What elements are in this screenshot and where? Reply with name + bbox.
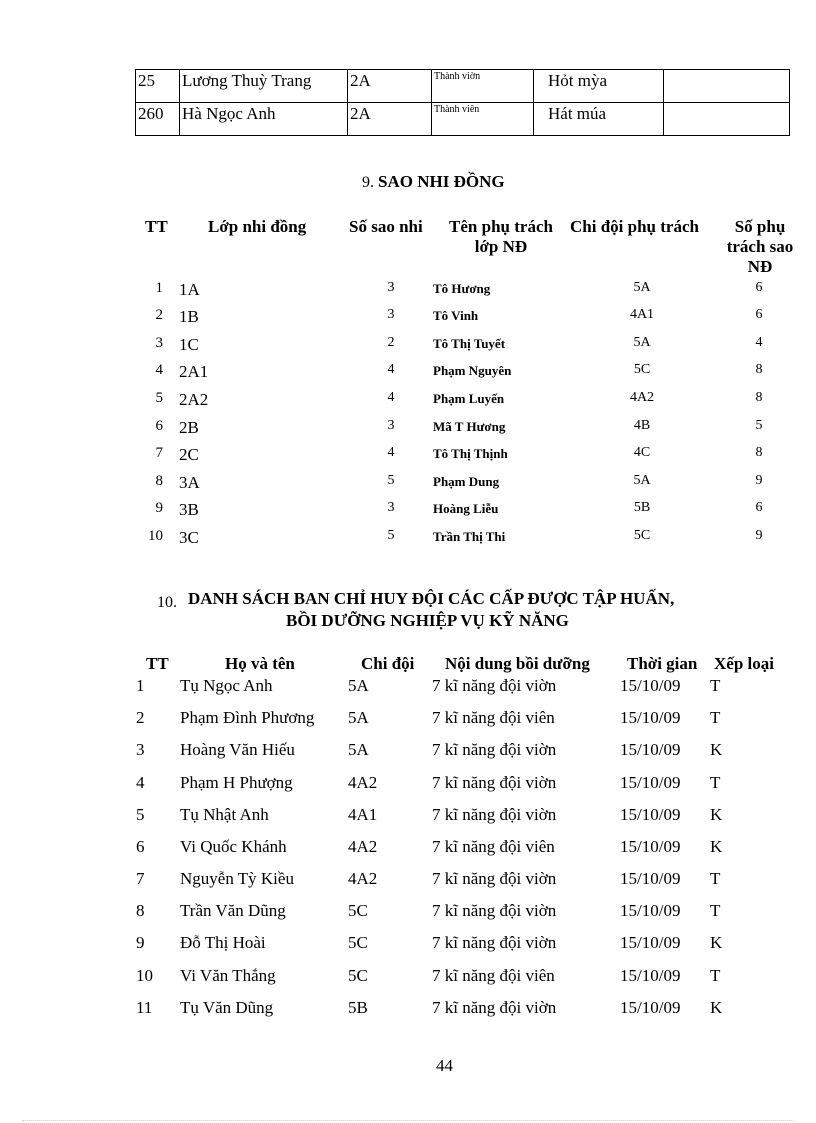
s10-chi: 5B xyxy=(348,998,368,1017)
s10-header-tg: Thời gian xyxy=(627,654,698,673)
s10-tg: 15/10/09 xyxy=(620,805,681,824)
s10-tg: 15/10/09 xyxy=(620,676,681,695)
s9-ten: Tô Vinh xyxy=(433,308,479,323)
s10-name: Phạm Đình Phương xyxy=(180,708,315,727)
section10-title-line2: BỒI DƯỠNG NGHIỆP VỤ KỸ NĂNG xyxy=(286,611,569,630)
s9-so: 4 xyxy=(387,362,395,377)
s10-nd: 7 kĩ năng đội viên xyxy=(432,708,555,727)
s9-chi: 4A1 xyxy=(629,307,655,322)
s9-ten: Phạm Dung xyxy=(433,474,500,489)
member-table xyxy=(135,69,790,136)
s9-so: 3 xyxy=(387,500,395,515)
cell-lop: 2A xyxy=(348,103,432,136)
s10-tg: 15/10/09 xyxy=(620,933,681,952)
s10-tt: 3 xyxy=(136,740,145,759)
cell-role: Thành viên xyxy=(432,103,534,136)
s10-tg: 15/10/09 xyxy=(620,740,681,759)
s9-chi: 5C xyxy=(633,528,651,543)
s10-chi: 5C xyxy=(348,901,368,920)
s9-sp: 6 xyxy=(755,307,763,322)
s10-xl: K xyxy=(710,837,723,856)
s10-tt: 4 xyxy=(136,773,145,792)
s9-sp: 6 xyxy=(755,500,763,515)
s9-header-so-sao: Số sao nhi xyxy=(349,217,423,236)
s9-tt: 8 xyxy=(155,473,163,489)
s10-nd: 7 kĩ năng đội viờn xyxy=(432,805,557,824)
page-bottom-divider xyxy=(22,1120,794,1121)
s10-tg: 15/10/09 xyxy=(620,998,681,1017)
s10-xl: T xyxy=(710,708,721,727)
s10-tt: 6 xyxy=(136,837,145,856)
s10-xl: K xyxy=(710,740,723,759)
s10-xl: K xyxy=(710,933,723,952)
s9-lop: 1A xyxy=(179,280,200,299)
s9-so: 5 xyxy=(387,473,395,488)
cell-extra xyxy=(664,70,790,103)
s10-tt: 8 xyxy=(136,901,145,920)
s9-ten: Phạm Luyến xyxy=(433,391,505,406)
s10-xl: K xyxy=(710,998,723,1017)
s9-header-chi-doi: Chi đội phụ trách xyxy=(570,217,699,236)
s9-lop: 1B xyxy=(179,307,199,326)
s10-tg: 15/10/09 xyxy=(620,708,681,727)
s10-chi: 4A2 xyxy=(348,837,378,856)
s10-tt: 1 xyxy=(136,676,145,695)
s10-chi: 4A2 xyxy=(348,869,378,888)
s10-xl: T xyxy=(710,773,721,792)
s10-header-nd: Nội dung bồi dưỡng xyxy=(445,654,590,673)
s10-chi: 5A xyxy=(348,676,369,695)
s10-header-name: Họ và tên xyxy=(225,654,295,673)
s9-header-ten-pt-line2: lớp NĐ xyxy=(474,237,528,256)
cell-name: Lương Thuỳ Trang xyxy=(180,70,348,103)
s10-chi: 4A1 xyxy=(348,805,378,824)
table-row xyxy=(136,103,790,136)
s10-chi: 4A2 xyxy=(348,773,378,792)
s9-header-ten-pt xyxy=(440,217,562,257)
s9-sp: 9 xyxy=(755,473,763,488)
s9-lop: 1C xyxy=(179,335,199,354)
s9-sp: 8 xyxy=(755,445,763,460)
cell-activity: Hát múa xyxy=(534,103,664,136)
s10-nd: 7 kĩ năng đội viờn xyxy=(432,676,557,695)
s9-header-so-pt-line1: Số phụ xyxy=(734,217,786,236)
s10-nd: 7 kĩ năng đội viờn xyxy=(432,773,557,792)
s10-name: Tụ Văn Dũng xyxy=(180,998,274,1017)
s10-header-xl: Xếp loại xyxy=(714,654,774,673)
s9-lop: 2A1 xyxy=(179,362,209,381)
s9-ten: Phạm Nguyên xyxy=(433,363,512,378)
section9-heading xyxy=(362,172,505,192)
s10-tt: 11 xyxy=(136,998,153,1017)
s9-so: 3 xyxy=(387,307,395,322)
cell-tt: 25 xyxy=(136,70,180,103)
section10-number xyxy=(157,594,177,612)
s9-sp: 9 xyxy=(755,528,763,543)
s9-tt: 9 xyxy=(155,500,163,516)
cell-activity: Hỏt mỳa xyxy=(534,70,664,103)
s10-name: Phạm H Phượng xyxy=(180,773,293,792)
s10-xl: K xyxy=(710,805,723,824)
s10-chi: 5C xyxy=(348,933,368,952)
s9-chi: 4A2 xyxy=(629,390,655,405)
s9-tt: 2 xyxy=(155,307,163,323)
cell-role: Thành viờn xyxy=(432,70,534,103)
s10-chi: 5A xyxy=(348,740,369,759)
s9-tt: 1 xyxy=(155,280,163,296)
s10-name: Nguyễn Tỳ Kiều xyxy=(180,869,294,888)
s9-sp: 8 xyxy=(755,362,763,377)
s9-lop: 3B xyxy=(179,500,199,519)
s9-tt: 5 xyxy=(155,390,163,406)
cell-lop: 2A xyxy=(348,70,432,103)
s9-so: 2 xyxy=(387,335,395,350)
s10-name: Tụ Nhật Anh xyxy=(180,805,269,824)
s9-sp: 6 xyxy=(755,280,763,295)
page-number: 44 xyxy=(436,1056,453,1075)
s9-chi: 5A xyxy=(633,335,651,350)
s10-xl: T xyxy=(710,676,721,695)
s9-chi: 4B xyxy=(633,418,651,433)
s10-xl: T xyxy=(710,966,721,985)
s9-lop: 3C xyxy=(179,528,199,547)
s9-header-so-pt-line3: NĐ xyxy=(747,257,773,276)
s10-tg: 15/10/09 xyxy=(620,869,681,888)
s10-name: Hoàng Văn Hiếu xyxy=(180,740,295,759)
s10-tt: 10 xyxy=(136,966,153,985)
s9-so: 5 xyxy=(387,528,395,543)
table-row xyxy=(136,70,790,103)
s10-tg: 15/10/09 xyxy=(620,837,681,856)
s9-so: 3 xyxy=(387,280,395,295)
s9-sp: 4 xyxy=(755,335,763,350)
s9-so: 4 xyxy=(387,445,395,460)
s10-name: Tụ Ngọc Anh xyxy=(180,676,273,695)
s9-lop: 3A xyxy=(179,473,200,492)
s9-lop: 2B xyxy=(179,418,199,437)
s9-chi: 4C xyxy=(633,445,651,460)
s10-xl: T xyxy=(710,901,721,920)
s9-so: 3 xyxy=(387,418,395,433)
s9-tt: 6 xyxy=(155,418,163,434)
s9-tt: 4 xyxy=(155,362,163,378)
s10-nd: 7 kĩ năng đội viên xyxy=(432,966,555,985)
s10-nd: 7 kĩ năng đội viờn xyxy=(432,901,557,920)
s10-tt: 9 xyxy=(136,933,145,952)
s9-tt: 3 xyxy=(155,335,163,351)
s9-ten: Tô Hương xyxy=(433,281,491,296)
s10-name: Trần Văn Dũng xyxy=(180,901,286,920)
s10-nd: 7 kĩ năng đội viờn xyxy=(432,869,557,888)
s9-sp: 8 xyxy=(755,390,763,405)
cell-tt: 260 xyxy=(136,103,180,136)
s10-tg: 15/10/09 xyxy=(620,773,681,792)
s9-chi: 5A xyxy=(633,473,651,488)
s9-ten: Mã T Hương xyxy=(433,419,506,434)
s9-header-ten-pt-line1: Tên phụ trách xyxy=(449,217,553,236)
s10-chi: 5C xyxy=(348,966,368,985)
s9-ten: Tô Thị Thịnh xyxy=(433,446,508,461)
s10-nd: 7 kĩ năng đội viờn xyxy=(432,933,557,952)
s9-sp: 5 xyxy=(755,418,763,433)
s9-header-lop: Lớp nhi đồng xyxy=(208,217,307,236)
s10-xl: T xyxy=(710,869,721,888)
s10-tg: 15/10/09 xyxy=(620,901,681,920)
s10-name: Vi Văn Thắng xyxy=(180,966,276,985)
section9-title: SAO NHI ĐỒNG xyxy=(378,172,505,191)
s10-chi: 5A xyxy=(348,708,369,727)
s10-header-chi: Chi đội xyxy=(361,654,415,673)
s10-header-tt: TT xyxy=(146,654,169,673)
cell-name: Hà Ngọc Anh xyxy=(180,103,348,136)
s9-tt: 10 xyxy=(148,528,163,544)
section10-number-text: 10. xyxy=(157,594,177,611)
s9-tt: 7 xyxy=(155,445,163,461)
s9-header-so-pt xyxy=(718,217,802,277)
s10-nd: 7 kĩ năng đội viên xyxy=(432,837,555,856)
s10-tt: 5 xyxy=(136,805,145,824)
s9-chi: 5A xyxy=(633,280,651,295)
s9-lop: 2C xyxy=(179,445,199,464)
s10-name: Đỗ Thị Hoài xyxy=(180,933,266,952)
cell-extra xyxy=(664,103,790,136)
s10-name: Vi Quốc Khánh xyxy=(180,837,287,856)
s9-header-tt: TT xyxy=(145,217,168,236)
s9-chi: 5C xyxy=(633,362,651,377)
s9-header-so-pt-line2: trách sao xyxy=(726,237,794,256)
s10-nd: 7 kĩ năng đội viờn xyxy=(432,740,557,759)
s10-tg: 15/10/09 xyxy=(620,966,681,985)
s10-tt: 2 xyxy=(136,708,145,727)
s9-ten: Hoàng Liễu xyxy=(433,501,499,516)
section10-title-line1: DANH SÁCH BAN CHỈ HUY ĐỘI CÁC CẤP ĐƯỢC TẬP HUẤN, xyxy=(188,589,675,608)
s9-ten: Trần Thị Thi xyxy=(433,529,506,544)
s9-so: 4 xyxy=(387,390,395,405)
s9-ten: Tô Thị Tuyết xyxy=(433,336,506,351)
s10-nd: 7 kĩ năng đội viờn xyxy=(432,998,557,1017)
s9-chi: 5B xyxy=(633,500,651,515)
s10-tt: 7 xyxy=(136,869,145,888)
section9-number: 9. xyxy=(362,174,374,191)
s9-lop: 2A2 xyxy=(179,390,209,409)
